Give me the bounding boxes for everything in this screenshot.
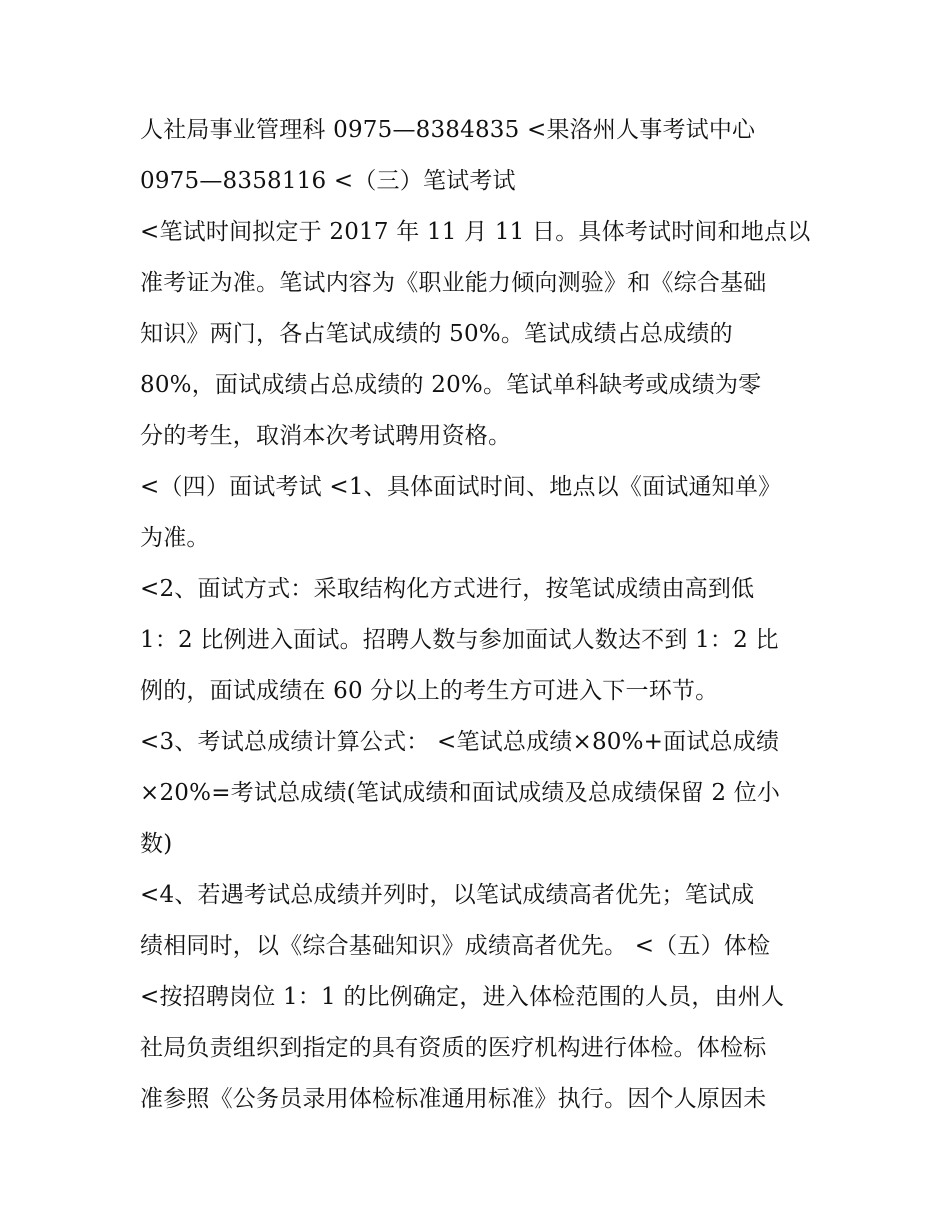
text-line: 社局负责组织到指定的具有资质的医疗机构进行体检。体检标	[140, 1035, 767, 1061]
text-line: <按招聘岗位 1：1 的比例确定，进入体检范围的人员，由州人	[140, 984, 785, 1010]
text-line: 1：2 比例进入面试。招聘人数与参加面试人数达不到 1：2 比	[140, 627, 779, 653]
text-line: <4、若遇考试总成绩并列时，以笔试成绩高者优先；笔试成	[140, 882, 755, 908]
text-line: <2、面试方式：采取结构化方式进行，按笔试成绩由高到低	[140, 576, 755, 602]
text-line: 为准。	[140, 525, 210, 551]
text-line: 人社局事业管理科 0975—8384835 <果洛州人事考试中心	[140, 117, 756, 143]
text-line: 80%，面试成绩占总成绩的 20%。笔试单科缺考或成绩为零	[140, 372, 762, 398]
text-line: 准考证为准。笔试内容为《职业能力倾向测验》和《综合基础	[140, 270, 767, 296]
text-line: ×20%=考试总成绩(笔试成绩和面试成绩及总成绩保留 2 位小	[140, 780, 781, 806]
text-line: 0975—8358116 <（三）笔试考试	[140, 168, 516, 194]
document-body	[140, 105, 820, 1125]
text-line: 知识》两门，各占笔试成绩的 50%。笔试成绩占总成绩的	[140, 321, 733, 347]
text-line: <3、考试总成绩计算公式： <笔试总成绩×80%+面试总成绩	[140, 729, 780, 755]
text-line: <（四）面试考试 <1、具体面试时间、地点以《面试通知单》	[140, 474, 782, 500]
text-line: 数)	[140, 831, 173, 857]
text-line: 例的，面试成绩在 60 分以上的考生方可进入下一环节。	[140, 678, 719, 704]
text-line: <笔试时间拟定于 2017 年 11 月 11 日。具体考试时间和地点以	[140, 219, 811, 245]
text-line: 绩相同时，以《综合基础知识》成绩高者优先。 <（五）体检	[140, 933, 771, 959]
text-line: 分的考生，取消本次考试聘用资格。	[140, 423, 512, 449]
text-line: 准参照《公务员录用体检标准通用标准》执行。因个人原因未	[140, 1086, 767, 1112]
